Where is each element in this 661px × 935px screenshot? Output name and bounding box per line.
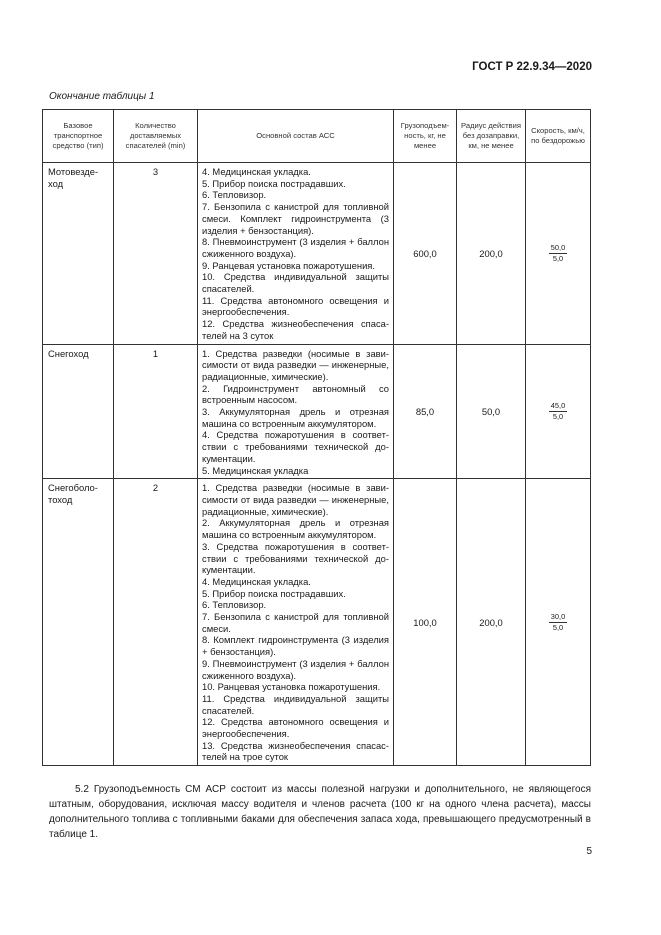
composition-item: 10. Ранцевая установка пожаротушения. (202, 681, 381, 693)
equipment-table (42, 109, 591, 766)
composition-item: 9. Ранцевая установка пожаротушения. (202, 259, 375, 271)
radius-cell: 200,0 (457, 479, 526, 766)
composition-item: 4. Медицинская укладка. (202, 166, 311, 177)
composition-item: 3. Аккумуляторная дрель и отрезная машина со встроенным аккумулятором. (202, 406, 389, 429)
vehicle-cell: Снегоболо-тоход (43, 479, 114, 766)
rescuer-count-cell: 1 (114, 344, 198, 479)
composition-item: 9. Пневмоинструмент (3 изделия + баллон сжиженного воздуха). (202, 657, 389, 681)
composition-item: 1. Средства разведки (носимые в зависимости от вида разведки — инженерные, радиационные, химические). (202, 347, 389, 382)
speed-numerator: 50,0 (550, 243, 566, 253)
section-paragraph: 5.2 Грузоподъемность СМ АСР состоит из массы полезной нагрузки и дополнительного, не являющегося штатным, оборудования, исключая массу водителя и членов расчета (100 кг на одного члена расчета), массы дополнительного топлива с топливными баками для обеспечения запаса хода, превышающего предусмотренный в таблице 1. (49, 784, 591, 840)
capacity-cell: 85,0 (394, 344, 457, 479)
composition-item: 7. Бензопила с канистрой для топливной смеси. (202, 611, 389, 634)
capacity-cell: 100,0 (394, 479, 457, 766)
column-header-vehicle: Базовое транспортное средство (тип) (43, 110, 114, 163)
speed-cell (526, 479, 591, 766)
speed-numerator: 30,0 (550, 612, 566, 622)
table-row (43, 163, 591, 345)
rescuer-count-cell: 2 (114, 479, 198, 766)
radius-cell: 200,0 (457, 163, 526, 345)
column-header-rescuers: Количество доставляемых спасателей (min) (114, 110, 198, 163)
speed-cell (526, 163, 591, 345)
speed-cell (526, 344, 591, 479)
column-header-capacity: Грузоподъем-ность, кг, не менее (394, 110, 457, 163)
composition-item: 1. Средства разведки (носимые в зависимости от вида разведки — инженерные, радиационные, химические). (202, 482, 389, 517)
speed-denominator: 5,0 (552, 412, 564, 422)
composition-item: 8. Комплект гидроинструмента (3 изделия + бензостанция). (202, 634, 389, 658)
table-header-row (43, 110, 591, 163)
composition-item: 5. Прибор поиска пострадавших. (202, 587, 346, 599)
composition-item: 12. Средства автономного освещения и энергообеспечения. (202, 716, 389, 740)
composition-item: 3. Средства пожаротушения в соответствии с требованиями технической документации. (202, 540, 389, 576)
composition-item: 8. Пневмоинструмент (3 изделия + баллон сжиженного воздуха). (202, 236, 389, 259)
composition-item: 2. Аккумуляторная дрель и отрезная машина со встроенным аккумулятором. (202, 517, 389, 541)
rescuer-count-cell: 3 (114, 163, 198, 345)
composition-item: 5. Медицинская укладка (202, 464, 309, 476)
speed-fraction (549, 401, 567, 422)
composition-item: 2. Гидроинструмент автономный со встроенным насосом. (202, 382, 389, 406)
speed-denominator: 5,0 (552, 623, 564, 633)
speed-fraction (549, 612, 567, 633)
composition-item: 13. Средства жизнеобеспечения спасастелей на трое суток (202, 739, 389, 763)
composition-cell (198, 344, 394, 479)
composition-item: 5. Прибор поиска пострадавших. (202, 177, 346, 189)
column-header-speed: Скорость, км/ч, по бездорожью (526, 110, 591, 163)
composition-item: 6. Тепловизор. (202, 599, 267, 611)
document-id: ГОСТ Р 22.9.34—2020 (472, 61, 592, 73)
speed-numerator: 45,0 (550, 401, 566, 411)
composition-item: 7. Бензопила с канистрой для топливной смеси. Комплект гидроинструмента (3 изделия + бензостанция). (202, 201, 389, 236)
composition-item: 12. Средства жизнеобеспечения спасателей на 3 суток (202, 318, 389, 341)
column-header-composition: Основной состав АСС (198, 110, 394, 163)
vehicle-cell: Мотовезде-ход (43, 163, 114, 345)
capacity-cell: 600,0 (394, 163, 457, 345)
table-caption: Окончание таблицы 1 (49, 91, 155, 102)
composition-item: 11. Средства индивидуальной защиты спасателей. (202, 692, 389, 716)
column-header-radius: Радиус действия без дозаправки, км, не менее (457, 110, 526, 163)
table-row (43, 479, 591, 766)
composition-item: 11. Средства автономного освещения и энергообеспечения. (202, 294, 389, 318)
composition-cell (198, 163, 394, 345)
page-number: 5 (586, 846, 592, 857)
composition-item: 6. Тепловизор. (202, 189, 267, 201)
radius-cell: 50,0 (457, 344, 526, 479)
composition-cell (198, 479, 394, 766)
speed-fraction (549, 243, 567, 264)
table-row (43, 344, 591, 479)
composition-item: 4. Средства пожаротушения в соответствии с требованиями технической документации. (202, 429, 389, 464)
composition-item: 10. Средства индивидуальной защиты спасателей. (202, 271, 389, 295)
composition-item: 4. Медицинская укладка. (202, 575, 311, 587)
speed-denominator: 5,0 (552, 254, 564, 264)
vehicle-cell: Снегоход (43, 344, 114, 479)
